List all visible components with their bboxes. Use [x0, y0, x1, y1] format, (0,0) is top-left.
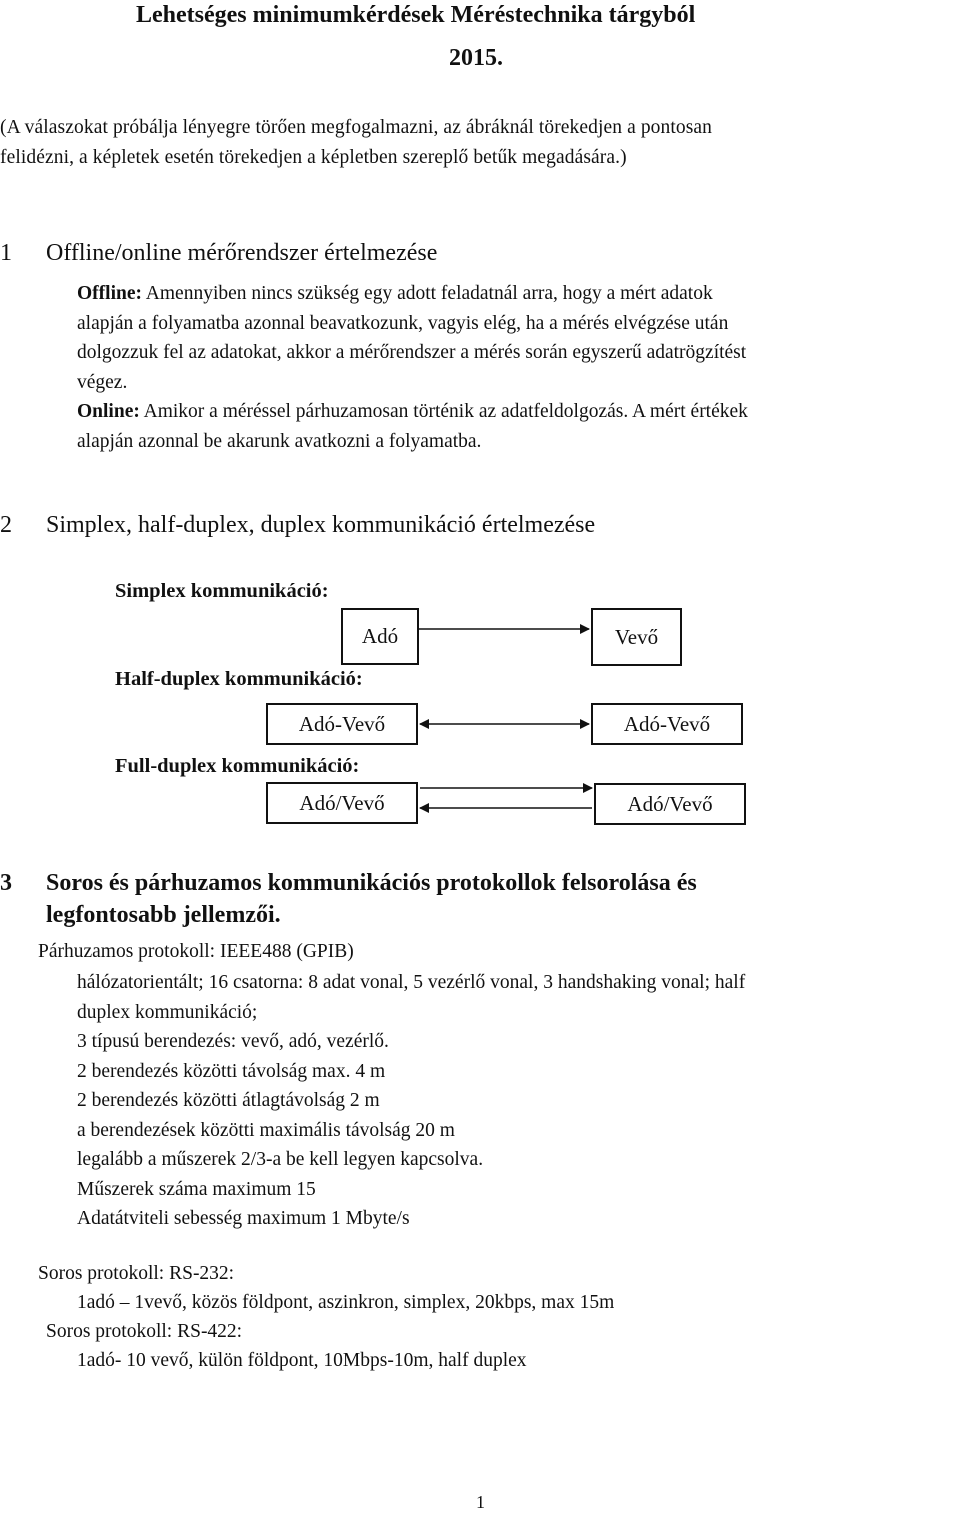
parallel-line: 2 berendezés közötti átlagtávolság 2 m — [77, 1090, 380, 1111]
parallel-line: 2 berendezés közötti távolság max. 4 m — [77, 1060, 386, 1082]
simplex-label: Simplex kommunikáció: — [115, 580, 329, 602]
simplex-receiver-text: Vevő — [614, 624, 659, 649]
full-duplex-left-text: Adó/Vevő — [299, 790, 385, 815]
section-3-title-1: Soros és párhuzamos kommunikációs protokollok felsorolása és — [46, 870, 697, 896]
section-2-number: 2 — [0, 512, 12, 538]
rs422-heading: Soros protokoll: RS-422: — [46, 1321, 243, 1342]
half-duplex-right-text: Adó-Vevő — [623, 711, 711, 736]
offline-text-1: Amennyiben nincs szükség egy adott feladatnál arra, hogy a mért adatok — [141, 283, 713, 304]
section-1-title: Offline/online mérőrendszer értelmezése — [46, 240, 438, 266]
offline-text-3: dolgozzuk fel az adatokat, akkor a mérőrendszer a mérés során egyszerű adatrögzítést — [77, 342, 747, 363]
parallel-line: hálózatorientált; 16 csatorna: 8 adat vonal, 5 vezérlő vonal, 3 handshaking vonal; half — [77, 972, 746, 993]
full-duplex-right-text: Adó/Vevő — [627, 791, 713, 816]
parallel-line: legalább a műszerek 2/3-a be kell legyen kapcsolva. — [77, 1149, 484, 1170]
intro-line-1: (A válaszokat próbálja lényegre törően megfogalmazni, az ábráknál törekedjen a pontosan — [0, 117, 713, 138]
rs232-heading: Soros protokoll: RS-232: — [38, 1263, 235, 1284]
parallel-line: Műszerek száma maximum 15 — [77, 1178, 316, 1200]
parallel-line: duplex kommunikáció; — [77, 1001, 258, 1023]
half-duplex-label: Half-duplex kommunikáció: — [115, 668, 363, 690]
offline-text-4: végez. — [77, 371, 128, 393]
year: 2015. — [449, 45, 503, 71]
rs422-details: 1adó- 10 vevő, külön földpont, 10Mbps-10m, half duplex — [77, 1350, 527, 1371]
section-1-number: 1 — [0, 240, 12, 266]
online-text-1: Amikor a méréssel párhuzamosan történik az adatfeldolgozás. A mért értékek — [139, 401, 748, 422]
online-label: Online: — [77, 401, 140, 422]
section-3-title-2: legfontosabb jellemzői. — [46, 902, 281, 928]
parallel-line: a berendezések közötti maximális távolság 20 m — [77, 1119, 455, 1141]
page-title: Lehetséges minimumkérdések Méréstechnika tárgyból — [136, 2, 696, 28]
parallel-line: Adatátviteli sebesség maximum 1 Mbyte/s — [77, 1208, 410, 1229]
simplex-sender-text: Adó — [361, 624, 399, 648]
offline-text-2: alapján a folyamatba azonnal beavatkozunk, vagyis elég, ha a mérés elvégzése után — [77, 312, 729, 334]
online-text-2: alapján azonnal be akarunk avatkozni a folyamatba. — [77, 430, 482, 452]
parallel-protocol-heading: Párhuzamos protokoll: IEEE488 (GPIB) — [38, 941, 354, 962]
full-duplex-label: Full-duplex kommunikáció: — [115, 755, 360, 777]
page-number: 1 — [476, 1492, 485, 1512]
half-duplex-left-text: Adó-Vevő — [298, 711, 386, 736]
parallel-protocol-list — [77, 968, 745, 1234]
parallel-line: 3 típusú berendezés: vevő, adó, vezérlő. — [77, 1031, 389, 1052]
intro-line-2: felidézni, a képletek esetén törekedjen a képletben szereplő betűk megadására.) — [0, 147, 627, 168]
section-2-title: Simplex, half-duplex, duplex kommunikáció értelmezése — [46, 512, 596, 538]
rs232-details: 1adó – 1vevő, közös földpont, aszinkron, simplex, 20kbps, max 15m — [77, 1292, 615, 1313]
section-3-number: 3 — [0, 870, 12, 896]
offline-label: Offline: — [77, 283, 142, 304]
